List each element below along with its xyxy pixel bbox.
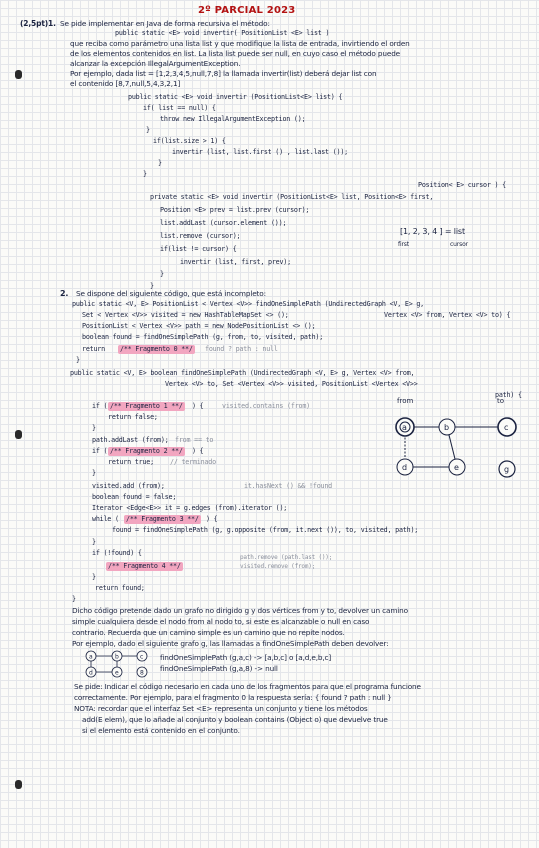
ex2-code: ) {: [206, 515, 218, 523]
ex2-code: path) {: [495, 391, 522, 399]
graph-node: d: [402, 463, 408, 472]
ex1-code: }: [158, 159, 162, 167]
ex2-code: return: [82, 345, 105, 353]
ex2-code: public static <V, E> PositionList < Vertex <V>> findOneSimplePath (UndirectedGraph <V, E> g,: [72, 300, 425, 308]
ex1-code: if(list != cursor) {: [160, 245, 237, 253]
ex2-code: ) {: [192, 447, 204, 455]
ex2-code: if (!found) {: [92, 549, 142, 557]
ex1-line: alcanzar la excepción IllegalArgumentException.: [70, 59, 241, 68]
ex1-code: }: [160, 270, 164, 278]
ex2-code: if (: [92, 402, 108, 410]
ex2-note: si el elemento está contenido en el conjunto.: [82, 726, 240, 735]
side-note-first: first: [398, 241, 409, 248]
ex2-code: boolean found = findOneSimplePath (g, from, to, visited, path);: [82, 333, 324, 341]
ex2-code: }: [92, 573, 96, 581]
fragment-1-answer: visited.contains (from): [222, 402, 311, 410]
fragment-0-highlight: /** Fragmento 0 **/: [120, 345, 193, 353]
binder-hole: [15, 780, 22, 789]
ex1-code: invertir (list, list.first () , list.last ());: [172, 148, 349, 156]
binder-hole: [15, 70, 22, 79]
ex2-code: Vertex <V> to, Set <Vertex <V>> visited, PositionList <Vertex <V>>: [165, 380, 418, 388]
fragment-2-answer: from == to: [175, 436, 214, 444]
ex2-text: simple cualquiera desde el nodo from al nodo to, si este es alcanzable o null en caso: [72, 617, 370, 626]
exercise-1-label: (2,5pt)1.: [20, 19, 56, 28]
ex2-request: correctamente. Por ejemplo, para el fragmento 0 la respuesta sería: { found ? path : null }: [74, 693, 392, 702]
ex2-code: boolean found = false;: [92, 493, 177, 501]
ex2-code: }: [92, 538, 96, 546]
fragment-3-highlight: /** Fragmento 3 **/: [126, 515, 199, 523]
ex1-code: invertir (list, first, prev);: [180, 258, 291, 266]
ex2-code: return true;: [108, 458, 154, 466]
ex1-code: }: [146, 126, 150, 134]
graph-label-to: to: [497, 397, 505, 405]
graph-node: e: [454, 463, 459, 472]
ex1-code: }: [150, 282, 154, 290]
side-note-list: [1, 2, 3, 4 ] = list: [400, 227, 465, 236]
example-call-1: findOneSimplePath (g,a,c) -> [a,b,c] o [a,d,e,b,c]: [160, 653, 332, 662]
small-graph-diagram: [84, 649, 154, 679]
ex2-code: while (: [92, 515, 119, 523]
binder-hole: [15, 430, 22, 439]
ex2-code: Vertex <V> from, Vertex <V> to) {: [384, 311, 511, 319]
ex2-code: PositionList < Vertex <V>> path = new NodePositionList <> ();: [82, 322, 316, 330]
ex1-signature: public static <E> void invertir( PositionList <E> list ): [115, 29, 330, 37]
ex2-text: Dicho código pretende dado un grafo no dirigido g y dos vértices from y to, devolver un camino: [72, 606, 408, 615]
small-graph-node: a: [89, 653, 93, 661]
page-title: 2º PARCIAL 2023: [198, 5, 296, 16]
ex2-code: public static <V, E> boolean findOneSimplePath (UndirectedGraph <V, E> g, Vertex <V> from,: [70, 369, 415, 377]
small-graph-node: e: [115, 669, 119, 677]
fragment-0-answer: found ? path : null: [205, 345, 278, 353]
graph-label-from: from: [397, 397, 414, 405]
small-graph-node: c: [140, 653, 144, 661]
ex1-code: list.addLast (cursor.element ());: [160, 219, 287, 227]
ex2-code: }: [76, 356, 80, 364]
ex2-code: Set < Vertex <V>> visited = new HashTableMapSet <> ();: [82, 311, 289, 319]
ex2-intro: Se dispone del siguiente código, que está incompleto:: [76, 289, 266, 298]
small-graph-node: 8: [140, 669, 144, 677]
fragment-4-answer: path.remove (path.last ());: [240, 554, 333, 561]
fragment-4-answer: visited.remove (from);: [240, 563, 316, 570]
example-call-2: findOneSimplePath (g,a,8) -> null: [160, 664, 278, 673]
ex2-code: path.addLast (from);: [92, 436, 169, 444]
ex2-text: contrario. Recuerda que un camino simple es un camino que no repite nodos.: [72, 628, 345, 637]
ex2-code: return found;: [95, 584, 145, 592]
ex1-code: public static <E> void invertir (PositionList<E> list) {: [128, 93, 343, 101]
ex1-code: Position <E> prev = list.prev (cursor);: [160, 206, 310, 214]
ex2-code: ) {: [192, 402, 204, 410]
small-graph-node: b: [115, 653, 119, 661]
ex2-code: }: [92, 424, 96, 432]
ex1-code: }: [143, 170, 147, 178]
small-graph-node: d: [89, 669, 93, 677]
ex1-code: Position< E> cursor ) {: [418, 181, 507, 189]
ex1-code: private static <E> void invertir (PositionList<E> list, Position<E> first,: [150, 193, 434, 201]
ex1-code: if( list == null) {: [143, 104, 216, 112]
side-note-cursor: cursor: [450, 241, 468, 248]
fragment-3-answer: it.hasNext () && !found: [244, 482, 333, 490]
ex2-note: add(E elem), que lo añade al conjunto y boolean contains (Object o) que devuelve true: [82, 715, 388, 724]
ex2-code: found = findOneSimplePath (g, g.opposite (from, it.next ()), to, visited, path);: [112, 526, 419, 534]
ex2-code: visited.add (from);: [92, 482, 165, 490]
ex2-comment: // terminado: [170, 458, 216, 466]
ex1-code: if(list.size > 1) {: [153, 137, 226, 145]
ex2-code: }: [72, 595, 76, 603]
ex2-code: Iterator <Edge<E>> it = g.edges (from).iterator ();: [92, 504, 288, 512]
exercise-2-label: 2.: [60, 289, 69, 298]
ex2-code: if (: [92, 447, 108, 455]
ex2-code: return false;: [108, 413, 158, 421]
ex1-code: throw new IllegalArgumentException ();: [160, 115, 306, 123]
graph-node: b: [444, 423, 450, 432]
fragment-2-highlight: /** Fragmento 2 **/: [110, 447, 183, 455]
ex1-line: de los elementos contenidos en list. La lista list puede ser null, en cuyo caso el método puede: [70, 49, 401, 58]
graph-node: a: [402, 423, 407, 432]
graph-node: g: [504, 465, 510, 474]
ex2-text: Por ejemplo, dado el siguiente grafo g, las llamadas a findOneSimplePath deben devolver:: [72, 639, 389, 648]
fragment-4-highlight: /** Fragmento 4 **/: [108, 562, 181, 570]
ex1-line: el contenido [8,7,null,5,4,3,2,1]: [70, 79, 181, 88]
ex1-code: list.remove (cursor);: [160, 232, 241, 240]
graph-diagram: [395, 395, 525, 485]
ex1-line: Por ejemplo, dada list = [1,2,3,4,5,null,7,8] la llamada invertir(list) deberá dejar list con: [70, 69, 377, 78]
ex1-line: Se pide implementar en Java de forma recursiva el método:: [60, 19, 270, 28]
ex2-code: }: [92, 469, 96, 477]
ex2-note: NOTA: recordar que el interfaz Set <E> representa un conjunto y tiene los métodos: [74, 704, 368, 713]
ex1-line: que reciba como parámetro una lista list y que modifique la lista de entrada, invirtiendo el orden: [70, 39, 410, 48]
fragment-1-highlight: /** Fragmento 1 **/: [110, 402, 183, 410]
ex2-request: Se pide: Indicar el código necesario en cada uno de los fragmentos para que el programa funcione: [74, 682, 421, 691]
graph-node: c: [504, 423, 509, 432]
